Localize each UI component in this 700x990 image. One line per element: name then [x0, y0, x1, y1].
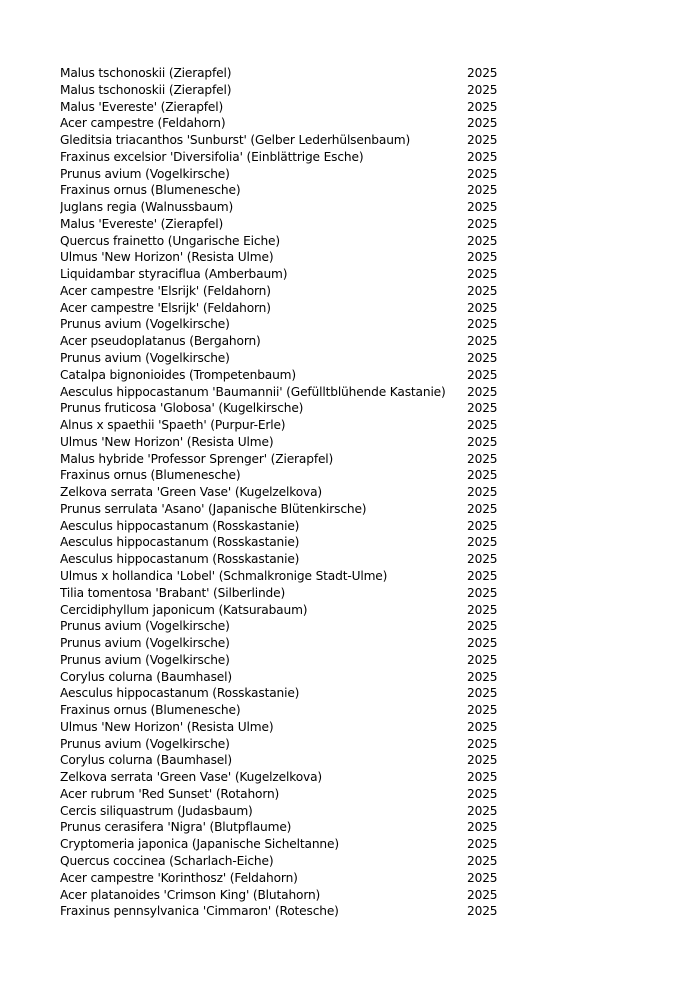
list-item: [60, 249, 520, 266]
list-item: [60, 434, 520, 451]
tree-name: Cryptomeria japonica (Japanische Sicheltanne): [60, 837, 339, 852]
list-item: [60, 65, 520, 82]
planting-year: 2025: [467, 166, 498, 181]
list-item: [60, 602, 520, 619]
tree-name: Liquidambar styraciflua (Amberbaum): [60, 267, 288, 282]
tree-name: Prunus avium (Vogelkirsche): [60, 351, 230, 366]
list-item: [60, 266, 520, 283]
list-item: [60, 384, 520, 401]
tree-name: Malus tschonoskii (Zierapfel): [60, 82, 232, 97]
planting-year: 2025: [467, 853, 498, 868]
list-item: [60, 316, 520, 333]
list-item: [60, 283, 520, 300]
list-item: [60, 551, 520, 568]
tree-name: Fraxinus excelsior 'Diversifolia' (Einblättrige Esche): [60, 149, 364, 164]
tree-name: Acer platanoides 'Crimson King' (Blutahorn): [60, 887, 321, 902]
list-item: [60, 82, 520, 99]
planting-year: 2025: [467, 99, 498, 114]
planting-year: 2025: [467, 719, 498, 734]
list-item: [60, 786, 520, 803]
planting-year: 2025: [467, 351, 498, 366]
planting-year: 2025: [467, 451, 498, 466]
planting-year: 2025: [467, 585, 498, 600]
list-item: [60, 132, 520, 149]
planting-year: 2025: [467, 267, 498, 282]
list-item: [60, 333, 520, 350]
tree-name: Fraxinus ornus (Blumenesche): [60, 183, 241, 198]
tree-name: Ulmus x hollandica 'Lobel' (Schmalkronige Stadt-Ulme): [60, 568, 388, 583]
planting-year: 2025: [467, 300, 498, 315]
tree-name: Prunus avium (Vogelkirsche): [60, 619, 230, 634]
list-item: [60, 803, 520, 820]
list-item: [60, 417, 520, 434]
tree-name: Aesculus hippocastanum (Rosskastanie): [60, 686, 300, 701]
planting-year: 2025: [467, 636, 498, 651]
tree-name: Aesculus hippocastanum (Rosskastanie): [60, 552, 300, 567]
planting-year: 2025: [467, 820, 498, 835]
tree-name: Malus tschonoskii (Zierapfel): [60, 66, 232, 80]
planting-year: 2025: [467, 535, 498, 550]
list-item: [60, 199, 520, 216]
planting-year: 2025: [467, 904, 498, 919]
tree-name: Fraxinus ornus (Blumenesche): [60, 703, 241, 718]
tree-name: Ulmus 'New Horizon' (Resista Ulme): [60, 719, 274, 734]
list-item: [60, 501, 520, 518]
tree-name: Corylus colurna (Baumhasel): [60, 753, 232, 768]
tree-name: Quercus frainetto (Ungarische Eiche): [60, 233, 280, 248]
tree-name: Acer campestre 'Korinthosz' (Feldahorn): [60, 870, 298, 885]
tree-name: Acer campestre 'Elsrijk' (Feldahorn): [60, 283, 271, 298]
tree-name: Ulmus 'New Horizon' (Resista Ulme): [60, 434, 274, 449]
planting-year: 2025: [467, 418, 498, 433]
planting-year: 2025: [467, 552, 498, 567]
planting-year: 2025: [467, 501, 498, 516]
planting-year: 2025: [467, 602, 498, 617]
list-item: [60, 736, 520, 753]
tree-name: Alnus x spaethii 'Spaeth' (Purpur-Erle): [60, 418, 286, 433]
tree-name: Fraxinus ornus (Blumenesche): [60, 468, 241, 483]
tree-name: Prunus cerasifera 'Nigra' (Blutpflaume): [60, 820, 292, 835]
tree-name: Acer pseudoplatanus (Bergahorn): [60, 334, 261, 349]
tree-name: Prunus avium (Vogelkirsche): [60, 736, 230, 751]
planting-year: 2025: [467, 619, 498, 634]
planting-year: 2025: [467, 753, 498, 768]
planting-year: 2025: [467, 317, 498, 332]
tree-name: Cercis siliquastrum (Judasbaum): [60, 803, 253, 818]
planting-year: 2025: [467, 669, 498, 684]
tree-name: Prunus avium (Vogelkirsche): [60, 166, 230, 181]
list-item: [60, 400, 520, 417]
planting-year: 2025: [467, 367, 498, 382]
planting-year: 2025: [467, 568, 498, 583]
list-item: [60, 652, 520, 669]
tree-name: Prunus avium (Vogelkirsche): [60, 636, 230, 651]
tree-name: Prunus serrulata 'Asano' (Japanische Blütenkirsche): [60, 501, 367, 516]
tree-name: Catalpa bignonioides (Trompetenbaum): [60, 367, 297, 382]
list-item: [60, 702, 520, 719]
planting-year: 2025: [467, 233, 498, 248]
planting-year: 2025: [467, 803, 498, 818]
planting-year: 2025: [467, 837, 498, 852]
tree-name: Corylus colurna (Baumhasel): [60, 669, 232, 684]
list-item: [60, 451, 520, 468]
list-item: [60, 568, 520, 585]
list-item: [60, 182, 520, 199]
planting-year: 2025: [467, 887, 498, 902]
tree-name: Malus hybride 'Professor Sprenger' (Zierapfel): [60, 451, 334, 466]
list-item: [60, 467, 520, 484]
tree-name: Malus 'Evereste' (Zierapfel): [60, 216, 224, 231]
planting-year: 2025: [467, 384, 498, 399]
list-item: [60, 115, 520, 132]
list-item: [60, 99, 520, 116]
tree-name: Malus 'Evereste' (Zierapfel): [60, 99, 224, 114]
list-item: [60, 618, 520, 635]
list-item: [60, 887, 520, 904]
list-item: [60, 518, 520, 535]
tree-name: Zelkova serrata 'Green Vase' (Kugelzelkova): [60, 485, 323, 500]
planting-year: 2025: [467, 870, 498, 885]
list-item: [60, 233, 520, 250]
planting-year: 2025: [467, 334, 498, 349]
planting-year: 2025: [467, 434, 498, 449]
list-item: [60, 819, 520, 836]
planting-year: 2025: [467, 66, 498, 80]
planting-year: 2025: [467, 401, 498, 416]
tree-planting-list: [60, 65, 520, 920]
list-item: [60, 166, 520, 183]
list-item: [60, 870, 520, 887]
planting-year: 2025: [467, 82, 498, 97]
tree-name: Acer rubrum 'Red Sunset' (Rotahorn): [60, 786, 280, 801]
list-item: [60, 149, 520, 166]
tree-name: Aesculus hippocastanum 'Baumannii' (Gefülltblühende Kastanie): [60, 384, 446, 399]
tree-name: Prunus avium (Vogelkirsche): [60, 652, 230, 667]
tree-name: Zelkova serrata 'Green Vase' (Kugelzelkova): [60, 770, 323, 785]
list-item: [60, 903, 520, 920]
planting-year: 2025: [467, 133, 498, 148]
list-item: [60, 719, 520, 736]
planting-year: 2025: [467, 250, 498, 265]
list-item: [60, 836, 520, 853]
planting-year: 2025: [467, 200, 498, 215]
list-item: [60, 585, 520, 602]
planting-year: 2025: [467, 652, 498, 667]
tree-name: Fraxinus pennsylvanica 'Cimmaron' (Rotesche): [60, 904, 339, 919]
list-item: [60, 484, 520, 501]
tree-name: Quercus coccinea (Scharlach-Eiche): [60, 853, 274, 868]
tree-name: Cercidiphyllum japonicum (Katsurabaum): [60, 602, 308, 617]
planting-year: 2025: [467, 518, 498, 533]
planting-year: 2025: [467, 216, 498, 231]
list-item: [60, 635, 520, 652]
planting-year: 2025: [467, 183, 498, 198]
list-item: [60, 216, 520, 233]
tree-name: Aesculus hippocastanum (Rosskastanie): [60, 518, 300, 533]
tree-name: Ulmus 'New Horizon' (Resista Ulme): [60, 250, 274, 265]
tree-name: Acer campestre (Feldahorn): [60, 116, 226, 131]
tree-name: Prunus avium (Vogelkirsche): [60, 317, 230, 332]
planting-year: 2025: [467, 116, 498, 131]
tree-name: Aesculus hippocastanum (Rosskastanie): [60, 535, 300, 550]
list-item: [60, 534, 520, 551]
planting-year: 2025: [467, 283, 498, 298]
planting-year: 2025: [467, 686, 498, 701]
list-item: [60, 752, 520, 769]
list-item: [60, 350, 520, 367]
planting-year: 2025: [467, 485, 498, 500]
planting-year: 2025: [467, 770, 498, 785]
list-item: [60, 853, 520, 870]
list-item: [60, 669, 520, 686]
list-item: [60, 367, 520, 384]
planting-year: 2025: [467, 703, 498, 718]
tree-name: Juglans regia (Walnussbaum): [60, 200, 234, 215]
list-item: [60, 300, 520, 317]
list-item: [60, 769, 520, 786]
planting-year: 2025: [467, 149, 498, 164]
tree-name: Prunus fruticosa 'Globosa' (Kugelkirsche): [60, 401, 304, 416]
planting-year: 2025: [467, 468, 498, 483]
list-item: [60, 685, 520, 702]
tree-name: Acer campestre 'Elsrijk' (Feldahorn): [60, 300, 271, 315]
tree-name: Gleditsia triacanthos 'Sunburst' (Gelber Lederhülsenbaum): [60, 133, 411, 148]
planting-year: 2025: [467, 736, 498, 751]
planting-year: 2025: [467, 786, 498, 801]
tree-name: Tilia tomentosa 'Brabant' (Silberlinde): [60, 585, 286, 600]
